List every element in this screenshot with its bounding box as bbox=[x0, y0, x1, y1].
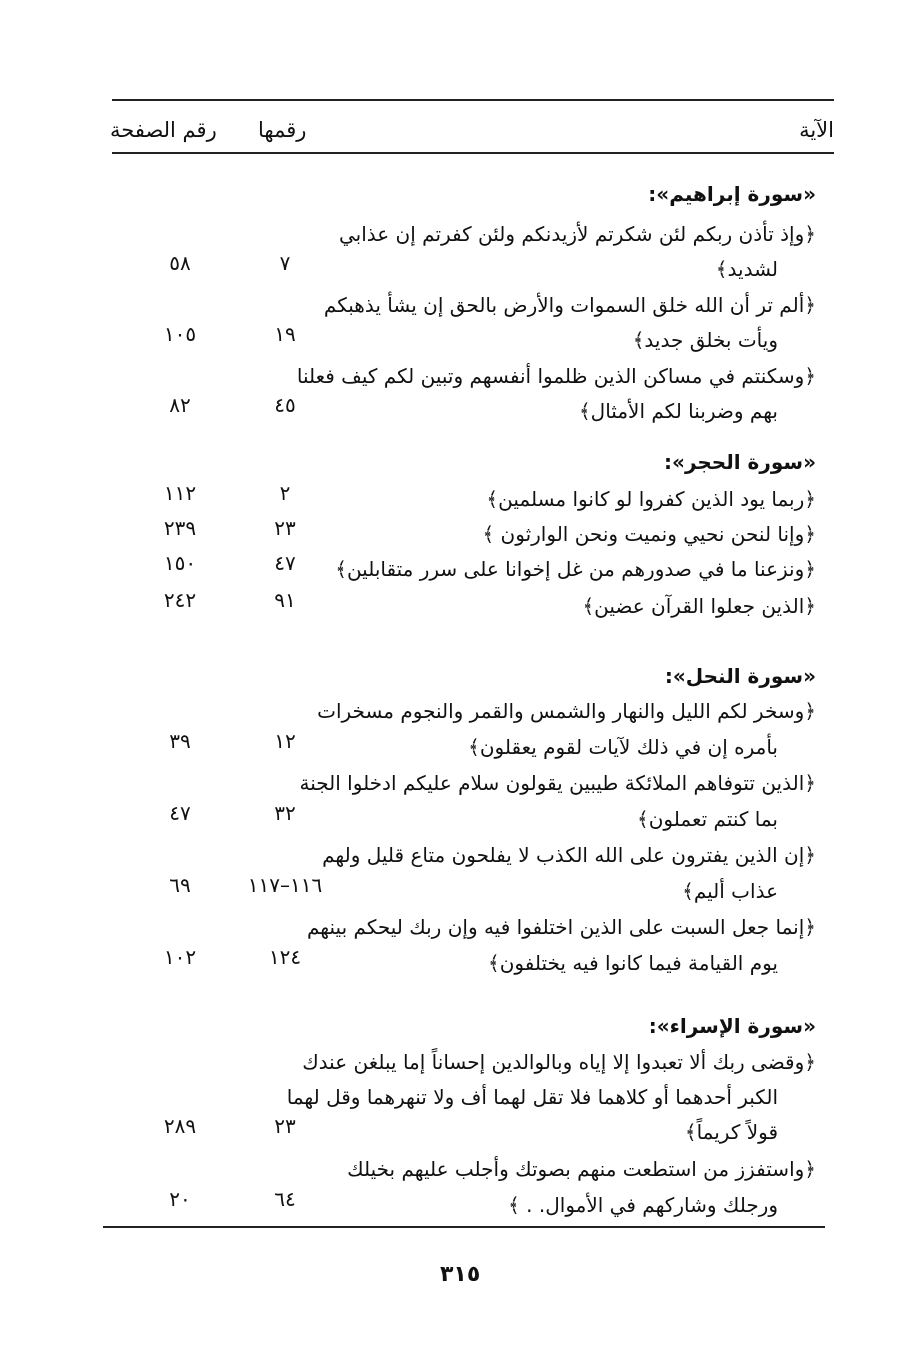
page-ref: ١٠٢ bbox=[163, 945, 197, 969]
bottom-rule bbox=[103, 1226, 825, 1228]
verse-line: ﴿واستفزز من استطعت منهم بصوتك وأجلب عليهم بخيلك bbox=[347, 1157, 816, 1181]
header-rule bbox=[112, 152, 834, 154]
verse-line: عذاب أليم﴾ bbox=[682, 879, 778, 903]
verse-number: ٤٥ bbox=[274, 393, 296, 417]
page-ref: ٤٧ bbox=[169, 801, 191, 825]
page-ref: ٨٢ bbox=[169, 393, 191, 417]
verse-column-header: الآية bbox=[799, 118, 834, 142]
page-ref: ٢٠ bbox=[169, 1187, 191, 1211]
page-ref: ١٥٠ bbox=[163, 551, 197, 575]
top-rule bbox=[112, 99, 834, 101]
number-column-header: رقمها bbox=[258, 118, 307, 142]
verse-number: ٢٣ bbox=[274, 1114, 296, 1138]
verse-line: الكبر أحدهما أو كلاهما فلا تقل لهما أف ولا تنهرهما وقل لهما bbox=[286, 1085, 778, 1109]
verse-number: ٣٢ bbox=[274, 801, 296, 825]
verse-line: ﴿إن الذين يفترون على الله الكذب لا يفلحون متاع قليل ولهم bbox=[322, 843, 816, 867]
verse-number: ٢٣ bbox=[274, 516, 296, 540]
page-ref: ٥٨ bbox=[169, 251, 191, 275]
page-ref: ٢٣٩ bbox=[163, 516, 197, 540]
verse-line: ورجلك وشاركهم في الأموال. . ﴾ bbox=[508, 1193, 778, 1217]
verse-line: ﴿الذين تتوفاهم الملائكة طيبين يقولون سلام عليكم ادخلوا الجنة bbox=[299, 771, 816, 795]
verse-line: ﴿ونزعنا ما في صدورهم من غل إخوانا على سرر متقابلين﴾ bbox=[335, 557, 816, 581]
verse-line: بهم وضربنا لكم الأمثال﴾ bbox=[578, 399, 778, 423]
page-ref: ١٠٥ bbox=[163, 322, 197, 346]
page-number: ٣١٥ bbox=[440, 1262, 481, 1287]
verse-line: ﴿إنما جعل السبت على الذين اختلفوا فيه وإن ربك ليحكم بينهم bbox=[306, 915, 816, 939]
verse-line: ﴿وسكنتم في مساكن الذين ظلموا أنفسهم وتبين لكم كيف فعلنا bbox=[296, 364, 816, 388]
verse-line: ﴿وسخر لكم الليل والنهار والشمس والقمر والنجوم مسخرات bbox=[317, 699, 816, 723]
page-column-header: رقم الصفحة bbox=[110, 118, 217, 142]
verse-number: ٦٤ bbox=[274, 1187, 296, 1211]
verse-line: ﴿الذين جعلوا القرآن عضين﴾ bbox=[582, 594, 816, 618]
verse-line: لشديد﴾ bbox=[715, 257, 778, 281]
verse-line: ﴿وقضى ربك ألا تعبدوا إلا إياه وبالوالدين إحساناً إما يبلغن عندك bbox=[302, 1050, 816, 1074]
page-ref: ١١٢ bbox=[163, 481, 197, 505]
verse-number: ٧ bbox=[279, 251, 291, 275]
verse-line: ﴿وإذ تأذن ربكم لئن شكرتم لأزيدنكم ولئن كفرتم إن عذابي bbox=[338, 222, 816, 246]
page-ref: ٢٤٢ bbox=[163, 588, 197, 612]
verse-line: يوم القيامة فيما كانوا فيه يختلفون﴾ bbox=[487, 951, 778, 975]
verse-number: ٩١ bbox=[274, 588, 296, 612]
verse-number: ٤٧ bbox=[274, 551, 296, 575]
verse-number: ١١٦–١١٧ bbox=[247, 873, 323, 897]
verse-number: ١٢٤ bbox=[268, 945, 302, 969]
page-ref: ٣٩ bbox=[169, 729, 191, 753]
page-ref: ٢٨٩ bbox=[163, 1114, 197, 1138]
page-ref: ٦٩ bbox=[169, 873, 191, 897]
verse-line: بما كنتم تعملون﴾ bbox=[637, 807, 778, 831]
verse-number: ١٩ bbox=[274, 322, 296, 346]
verse-line: ويأت بخلق جديد﴾ bbox=[632, 328, 778, 352]
sura-title: «سورة الحجر»: bbox=[664, 450, 816, 474]
verse-line: ﴿وإنا لنحن نحيي ونميت ونحن الوارثون ﴾ bbox=[482, 522, 816, 546]
verse-line: ﴿ربما يود الذين كفروا لو كانوا مسلمين﴾ bbox=[486, 487, 816, 511]
sura-title: «سورة إبراهيم»: bbox=[648, 182, 816, 206]
sura-title: «سورة الإسراء»: bbox=[648, 1014, 816, 1038]
verse-number: ١٢ bbox=[274, 729, 296, 753]
verse-number: ٢ bbox=[279, 481, 291, 505]
verse-line: بأمره إن في ذلك لآيات لقوم يعقلون﴾ bbox=[468, 735, 778, 759]
sura-title: «سورة النحل»: bbox=[664, 664, 816, 688]
verse-line: قولاً كريماً﴾ bbox=[684, 1120, 778, 1144]
verse-line: ﴿ألم تر أن الله خلق السموات والأرض بالحق إن يشأ يذهبكم bbox=[323, 293, 816, 317]
